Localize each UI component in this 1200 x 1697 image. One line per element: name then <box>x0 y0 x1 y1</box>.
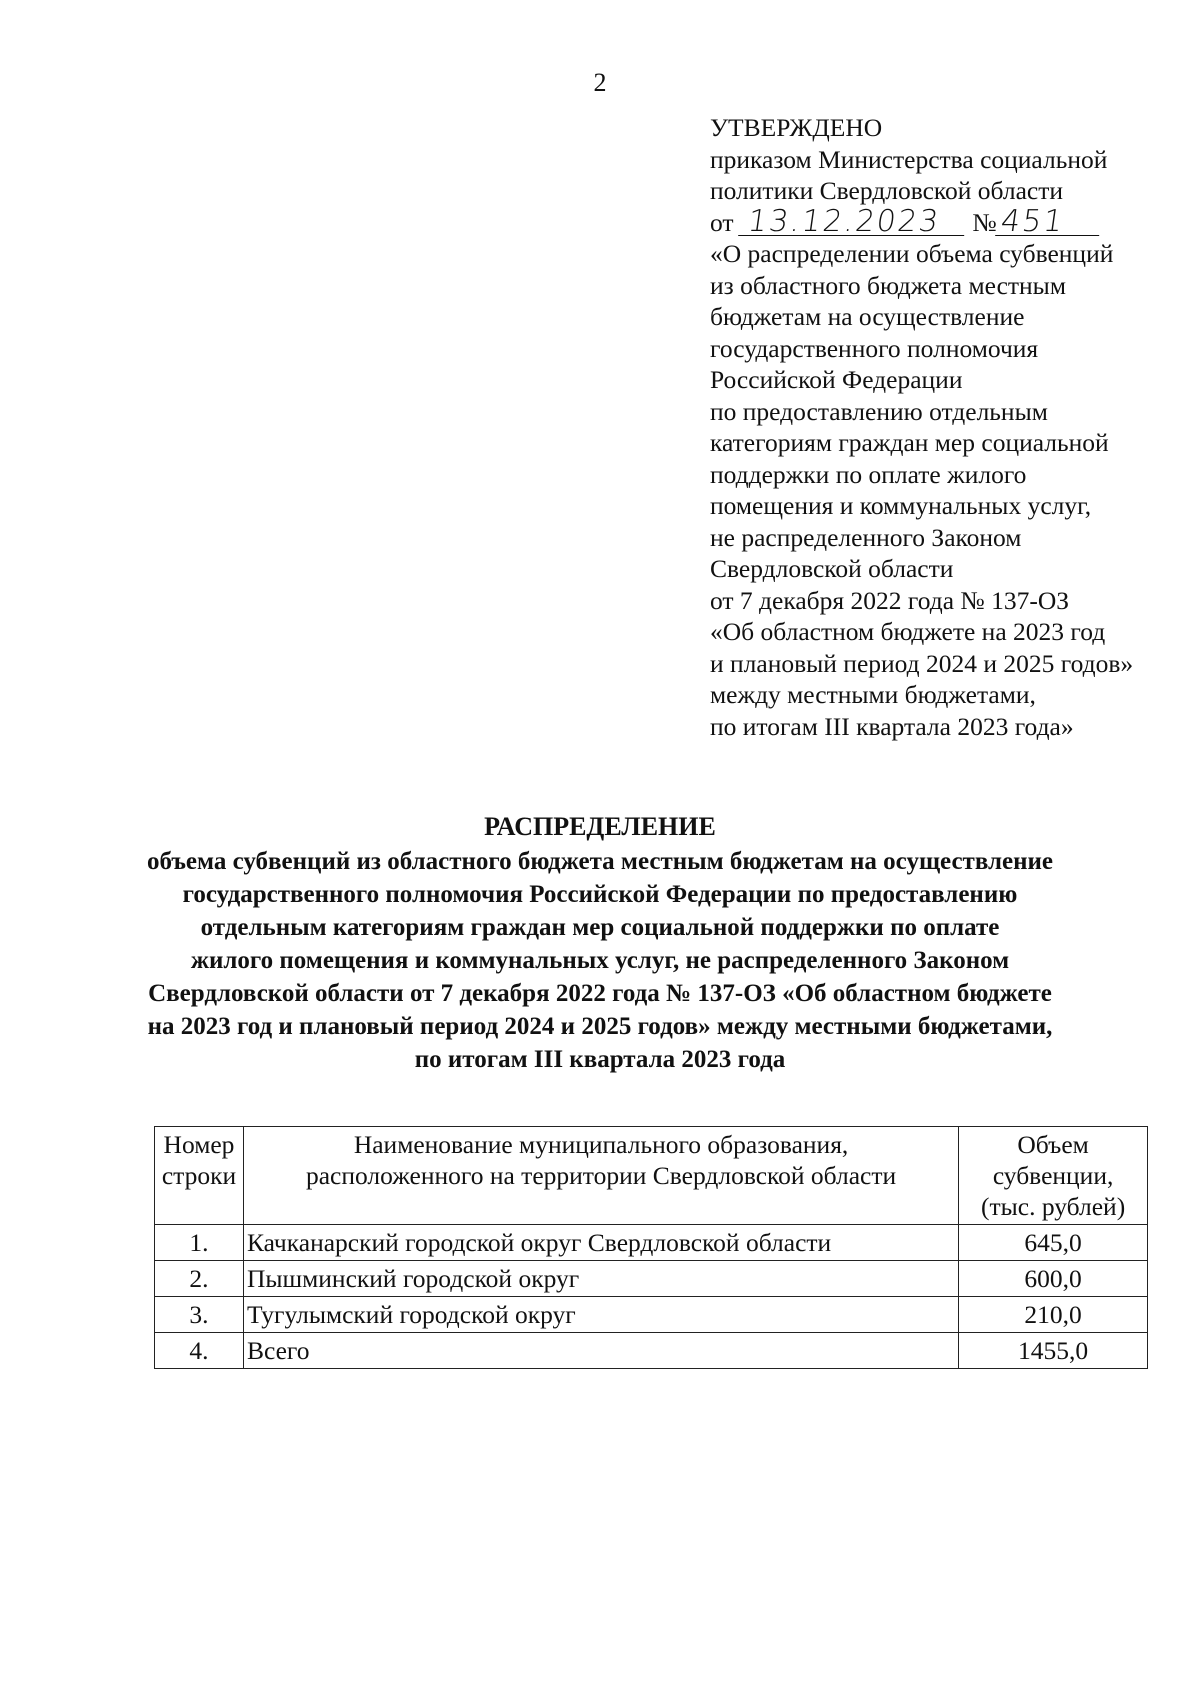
header-text: (тыс. рублей) <box>981 1192 1126 1221</box>
order-title-line: Российской Федерации <box>710 365 963 394</box>
order-title-line: от 7 декабря 2022 года № 137-ОЗ <box>710 585 1070 615</box>
cell-amount: 600,0 <box>959 1261 1148 1297</box>
table-row <box>155 1297 1148 1333</box>
heading-line: государственного полномочия Российской Федерации по предоставлению <box>182 881 1018 908</box>
cell-municipality: Всего <box>243 1333 958 1369</box>
heading-line: на 2023 год и плановый период 2024 и 2025 годов» между местными бюджетами, <box>147 1013 1053 1040</box>
heading-line: Свердловской области от 7 декабря 2022 года № 137-ОЗ «Об областном бюджете <box>148 980 1052 1007</box>
cell-row-number: 2. <box>155 1261 244 1297</box>
approval-stamp: УТВЕРЖДЕНО <box>710 113 883 142</box>
approval-line: приказом Министерства социальной <box>710 144 1108 174</box>
cell-amount: 1455,0 <box>959 1333 1148 1369</box>
heading-line: объема субвенций из областного бюджета местным бюджетам на осуществление <box>146 848 1054 875</box>
order-title-line: государственного полномочия <box>710 333 1039 363</box>
table-header-row <box>155 1127 1148 1225</box>
header-municipality <box>243 1127 958 1225</box>
cell-municipality: Качканарский городской округ Свердловской области <box>243 1225 958 1261</box>
heading-line: отдельным категориям граждан мер социальной поддержки по оплате <box>200 914 1000 941</box>
order-title-line: и плановый период 2024 и 2025 годов» <box>710 648 1134 678</box>
order-title-line: «Об областном бюджете на 2023 год <box>710 617 1106 646</box>
cell-municipality: Пышминский городской округ <box>243 1261 958 1297</box>
approval-date-line <box>710 203 1180 239</box>
order-title-line: помещения и коммунальных услуг, <box>710 491 1092 520</box>
order-title-line: по итогам III квартала 2023 года» <box>710 711 1074 741</box>
order-title-line: между местными бюджетами, <box>710 680 1036 709</box>
order-title-line: категориям граждан мер социальной <box>710 428 1109 457</box>
cell-row-number: 4. <box>155 1333 244 1369</box>
table-row <box>155 1261 1148 1297</box>
header-text: Номер <box>163 1130 235 1159</box>
order-title-line: «О распределении объема субвенций <box>710 239 1114 268</box>
header-text: Объем <box>1017 1130 1089 1159</box>
cell-municipality: Тугулымский городской округ <box>243 1297 958 1333</box>
order-title-line: бюджетам на осуществление <box>710 302 1025 331</box>
table-row <box>155 1225 1148 1261</box>
approval-line: политики Свердловской области <box>710 176 1064 205</box>
page-number: 2 <box>593 68 607 97</box>
table-row-total <box>155 1333 1148 1369</box>
cell-amount: 645,0 <box>959 1225 1148 1261</box>
order-title-line: из областного бюджета местным <box>710 270 1066 300</box>
distribution-table <box>154 1126 1148 1369</box>
order-title-line: не распределенного Законом <box>710 522 1022 552</box>
heading-line: по итогам III квартала 2023 года <box>414 1046 786 1073</box>
header-amount <box>959 1127 1148 1225</box>
order-title-line: по предоставлению отдельным <box>710 396 1048 426</box>
handwritten-number: 451 <box>995 209 1103 236</box>
heading-line: жилого помещения и коммунальных услуг, не распределенного Законом <box>190 947 1010 974</box>
cell-row-number: 3. <box>155 1297 244 1333</box>
header-text: субвенции, <box>992 1161 1114 1190</box>
header-text: строки <box>161 1161 237 1190</box>
header-text: Наименование муниципального образования, <box>353 1130 849 1159</box>
handwritten-date: 13.12.2023 <box>738 209 968 236</box>
header-row-number <box>155 1127 244 1225</box>
number-prefix: № <box>972 207 997 237</box>
date-prefix: от <box>710 207 734 237</box>
order-title-line: Свердловской области <box>710 554 954 583</box>
document-heading <box>120 810 1080 1076</box>
heading-title: РАСПРЕДЕЛЕНИЕ <box>484 812 716 841</box>
header-text: расположенного на территории Свердловской области <box>305 1161 897 1190</box>
cell-amount: 210,0 <box>959 1297 1148 1333</box>
approval-block <box>710 112 1180 742</box>
cell-row-number: 1. <box>155 1225 244 1261</box>
order-title-line: поддержки по оплате жилого <box>710 459 1027 489</box>
